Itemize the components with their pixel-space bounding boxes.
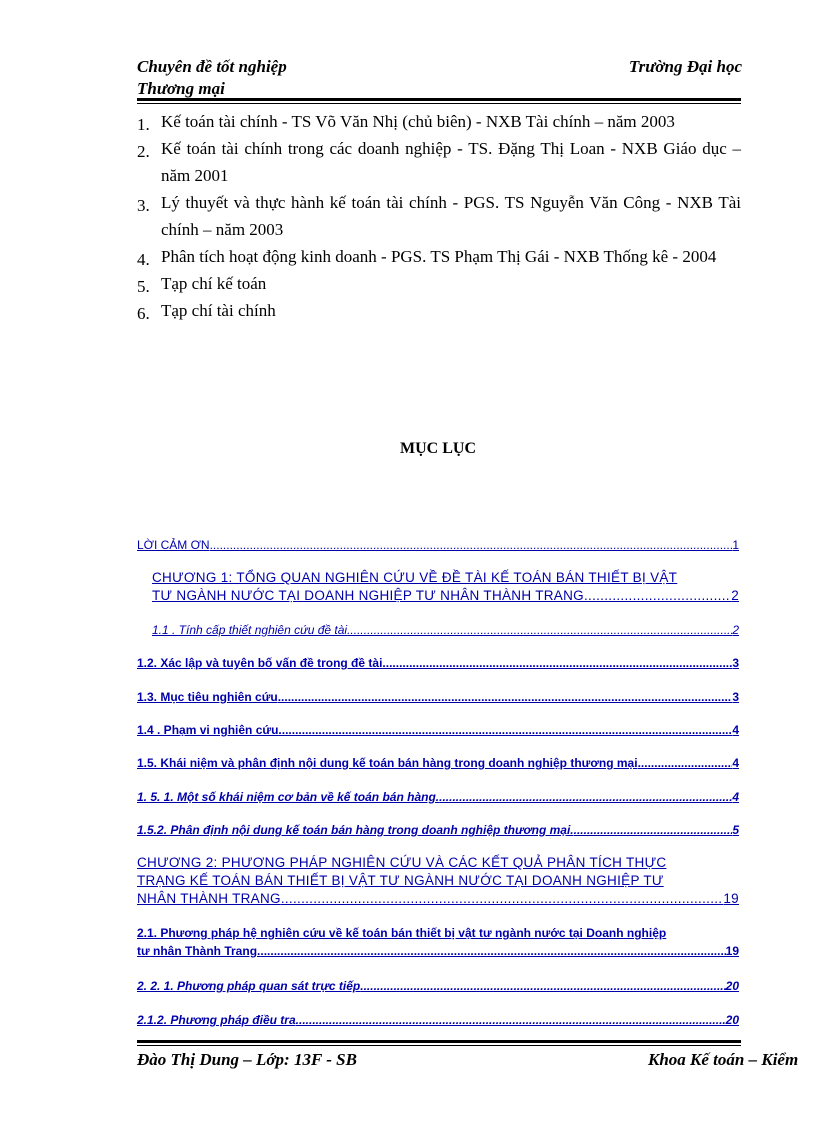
toc-entry-chuong-1[interactable] — [137, 569, 739, 605]
toc-entry-1-2[interactable] — [137, 654, 739, 672]
reference-number: 2. — [137, 142, 150, 161]
reference-item — [137, 270, 741, 297]
toc-entry-title: 2.1.2. Phương pháp điều tra — [137, 1013, 296, 1027]
toc-entry-chuong-2[interactable] — [137, 854, 739, 908]
reference-number: 6. — [137, 304, 150, 323]
header-rule-thin — [137, 103, 741, 104]
footer-rule-thick — [137, 1040, 741, 1043]
reference-text: Lý thuyết và thực hành kế toán tài chính - PGS. TS Nguyễn Văn Công - NXB Tài chính – năm 2003 — [161, 193, 741, 239]
toc-page-number: 3 — [732, 656, 739, 670]
reference-text: Phân tích hoạt động kinh doanh - PGS. TS Phạm Thị Gái - NXB Thống kê - 2004 — [161, 247, 717, 266]
toc-entry-title-line: TƯ NGÀNH NƯỚC TẠI DOANH NGHIỆP TƯ NHÂN THÀNH TRANG — [152, 588, 584, 603]
reference-text: Tạp chí kế toán — [161, 274, 267, 293]
header-right: Trường Đại học — [628, 57, 742, 76]
toc-page-number: 20 — [725, 979, 739, 993]
footer-left: Đào Thị Dung – Lớp: 13F - SB — [137, 1050, 357, 1069]
toc-entry-1-5-1[interactable] — [137, 788, 739, 806]
toc-page-number: 5 — [732, 823, 739, 837]
toc-page-number: 20 — [725, 1013, 739, 1027]
toc-page-number: 19 — [723, 891, 739, 906]
toc-page-number: 2 — [732, 623, 739, 637]
toc-entry-title: 1.2. Xác lập và tuyên bố vấn đề trong đề tài — [137, 656, 383, 670]
toc-entry-title: 1. 5. 1. Một số khái niệm cơ bản về kế toán bán hàng. — [137, 790, 440, 804]
footer-right: Khoa Kế toán – Kiểm — [648, 1050, 799, 1069]
header-left-line1: Chuyên đề tốt nghiệp — [137, 57, 287, 76]
reference-item — [137, 243, 741, 270]
reference-item — [137, 297, 741, 324]
reference-text: Kế toán tài chính trong các doanh nghiệp - TS. Đặng Thị Loan - NXB Giáo dục – năm 2001 — [161, 139, 741, 185]
reference-list — [137, 108, 741, 324]
toc-entry-title: LỜI CẢM ƠN — [137, 538, 210, 552]
toc-entry-title: 2. 2. 1. Phương pháp quan sát trực tiếp — [137, 979, 361, 993]
toc-entry-2-1-2[interactable] — [137, 1011, 739, 1029]
reference-number: 4. — [137, 250, 150, 269]
toc-entry-title-line: tư nhân Thành Trang. — [137, 944, 261, 958]
header-rule-thick — [137, 98, 741, 101]
toc-entry-loi-cam-on[interactable] — [137, 536, 739, 554]
footer-rule-thin — [137, 1045, 741, 1046]
toc-entry-title-line: CHƯƠNG 1: TỔNG QUAN NGHIÊN CỨU VỀ ĐỀ TÀI KẾ TOÁN BÁN THIẾT BỊ VẬT — [152, 570, 678, 585]
toc-entry-title: 1.5.2. Phân định nội dung kế toán bán hàng trong doanh nghiệp thương mại. — [137, 823, 574, 837]
toc-entry-1-5-2[interactable] — [137, 821, 739, 839]
toc-entry-title-line: CHƯƠNG 2: PHƯƠNG PHÁP NGHIÊN CỨU VÀ CÁC KẾT QUẢ PHÂN TÍCH THỰC — [137, 855, 667, 870]
toc-entry-1-3[interactable] — [137, 688, 739, 706]
reference-item — [137, 189, 741, 243]
toc-entry-title: 1.3. Mục tiêu nghiên cứu — [137, 690, 278, 704]
toc-page-number: 1 — [732, 538, 739, 552]
reference-item — [137, 108, 741, 135]
reference-number: 5. — [137, 277, 150, 296]
toc-entry-1-1[interactable] — [137, 621, 739, 639]
reference-text: Tạp chí tài chính — [161, 301, 276, 320]
toc-entry-1-5[interactable] — [137, 754, 739, 772]
reference-number: 1. — [137, 115, 150, 134]
reference-text: Kế toán tài chính - TS Võ Văn Nhị (chủ biên) - NXB Tài chính – năm 2003 — [161, 112, 675, 131]
toc-entry-title: 1.4 . Phạm vi nghiên cứu — [137, 723, 279, 737]
toc-entry-title-line: TRẠNG KẾ TOÁN BÁN THIẾT BỊ VẬT TƯ NGÀNH NƯỚC TẠI DOANH NGHIỆP TƯ — [137, 873, 664, 888]
toc-page-number: 4 — [732, 756, 739, 770]
reference-number: 3. — [137, 196, 150, 215]
header-left — [137, 56, 287, 100]
toc-entry-1-4[interactable] — [137, 721, 739, 739]
toc-entry-title: 1.5. Khái niệm và phân định nội dung kế toán bán hàng trong doanh nghiệp thương mại — [137, 756, 638, 770]
header-left-line2: Thương mại — [137, 79, 225, 98]
toc-entry-title-line: 2.1. Phương pháp hệ nghiên cứu về kế toán bán thiết bị vật tư ngành nước tại Doanh nghiệp — [137, 926, 667, 940]
toc-page-number: 2 — [731, 588, 739, 603]
toc-page-number: 3 — [732, 690, 739, 704]
toc-title: MỤC LỤC — [400, 440, 476, 457]
toc-entry-2-2-1[interactable] — [137, 977, 739, 995]
toc-entry-title: 1.1 . Tính cấp thiết nghiên cứu đề tài — [152, 623, 348, 637]
toc-page-number: 4 — [732, 723, 739, 737]
toc-page-number: 19 — [725, 944, 739, 958]
reference-item — [137, 135, 741, 189]
toc-page-number: 4 — [732, 790, 739, 804]
toc-entry-title-line: NHÂN THÀNH TRANG — [137, 891, 281, 906]
toc-entry-2-1[interactable] — [137, 924, 739, 960]
